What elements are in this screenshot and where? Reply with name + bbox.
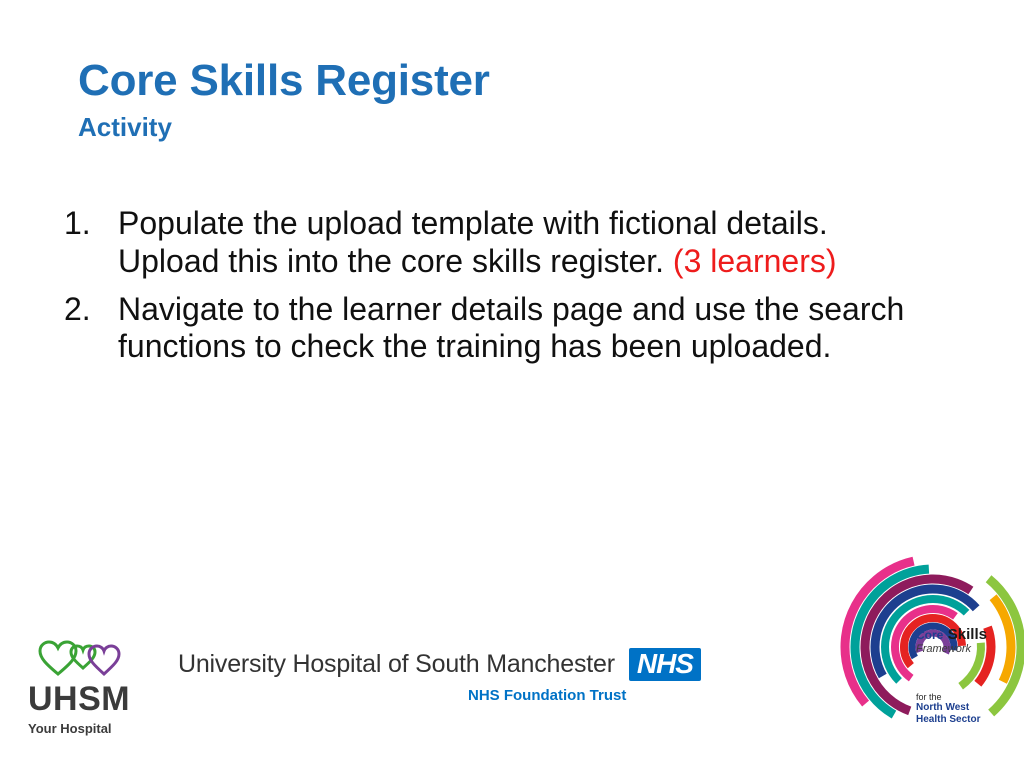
list-item-text (118, 205, 938, 281)
csf-region-block (916, 692, 980, 725)
csf-region-line2: Health Sector (916, 713, 981, 725)
title-block (78, 58, 938, 143)
uhsm-tagline: Your Hospital (28, 721, 112, 736)
csf-wordmark (916, 626, 1016, 655)
csf-core-label: Core (916, 628, 944, 642)
trust-logo (178, 648, 718, 704)
trust-name: University Hospital of South Manchester (178, 650, 615, 678)
csf-region-line1: North West (916, 702, 970, 714)
hearts-icon (36, 638, 122, 678)
list-item-body: Populate the upload template with fictional details. Upload this into the core skills register. (118, 205, 828, 279)
list-item (60, 291, 980, 367)
uhsm-logo (28, 638, 158, 743)
csf-skills-label: Skills (947, 626, 987, 643)
list-item-highlight: (3 learners) (672, 242, 837, 279)
list-item-body: Navigate to the learner details page and use the search functions to check the training has been uploaded. (118, 290, 905, 365)
list-item-number: 2. (64, 290, 91, 327)
page-subtitle: Activity (78, 112, 172, 143)
nhs-badge: NHS (629, 648, 701, 681)
trust-subtitle: NHS Foundation Trust (468, 687, 627, 704)
list-item-text (118, 291, 938, 367)
csf-for-the-label: for the (916, 692, 942, 702)
csf-framework-label: Framework (916, 643, 972, 655)
trust-logo-line (178, 648, 718, 681)
uhsm-wordmark: UHSM (28, 680, 131, 718)
numbered-list (60, 205, 980, 376)
core-skills-framework-logo (838, 552, 1024, 752)
page-title: Core Skills Register (78, 56, 490, 105)
list-item-number: 1. (64, 205, 91, 241)
list-item (60, 205, 980, 281)
